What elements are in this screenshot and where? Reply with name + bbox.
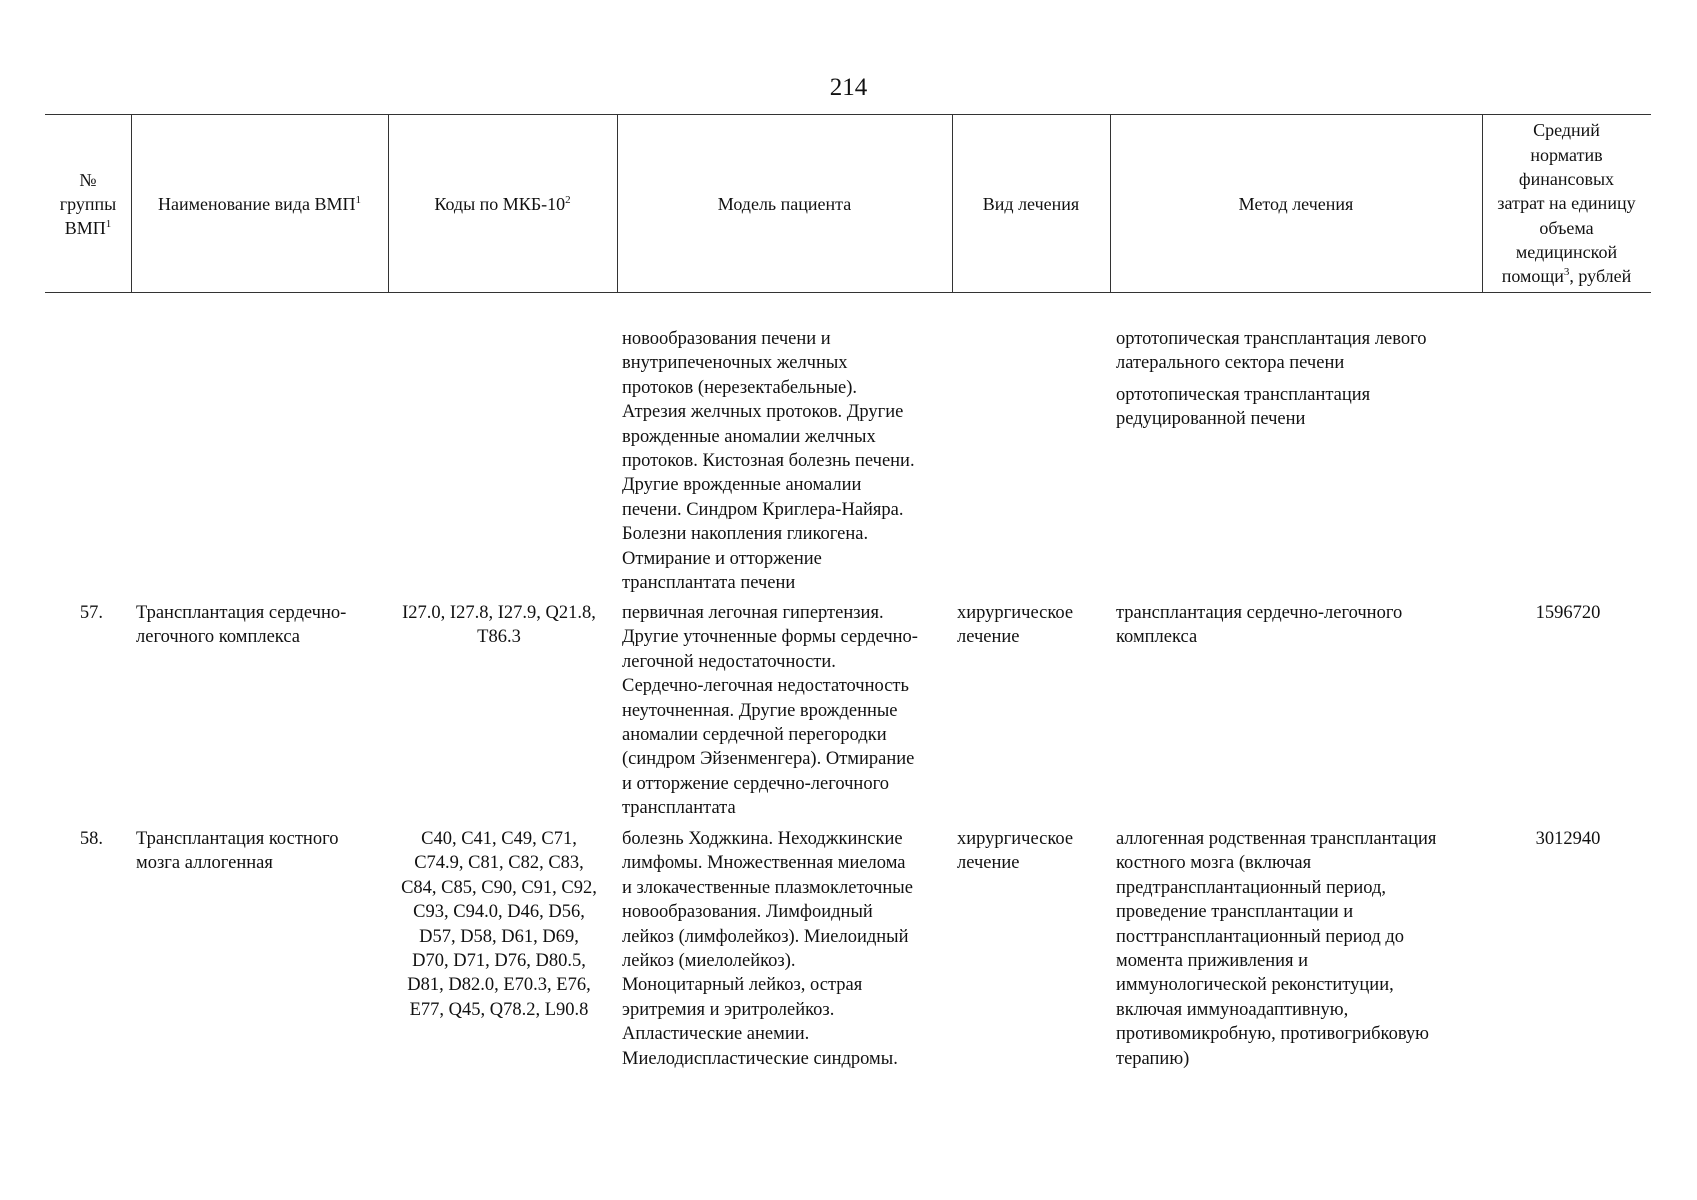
continuation-model: новообразования печени и внутрипеченочных желчных протоков (нерезектабельные). Атрезия желчных протоков. Другие врожденные аномалии желчных протоков. Кистозная болезнь печени. Другие врожденные аномалии печени. Синдром Криглера-Найяра. Болезни накопления гликогена. Отмирание и отторжение трансплантата печени [622, 329, 915, 594]
row-name: Трансплантация костного мозга аллогенная [136, 829, 339, 874]
row-model: болезнь Ходжкина. Неходжкинские лимфомы. Множественная миелома и злокачественные плазмоклеточные новообразования. Лимфоидный лейкоз (лимфолейкоз). Миелоидный лейкоз (миелолейкоз). Моноцитарный лейкоз, острая эритремия и эритролейкоз. Апластические анемии. Миелодиспластические синдромы. [622, 829, 913, 1069]
header-cost-unit: , рублей [1569, 266, 1632, 287]
footnote-mark: 2 [565, 193, 571, 206]
header-treatment-type-label: Вид лечения [982, 193, 1080, 214]
row-method: трансплантация сердечно-легочного комплекса [1116, 603, 1403, 648]
header-codes [388, 115, 617, 292]
header-name-label: Наименование вида ВМП [158, 193, 356, 214]
table-header [45, 114, 1651, 293]
row-number: 58. [79, 829, 103, 849]
row-model: первичная легочная гипертензия. Другие уточненные формы сердечно- легочной недостаточности. Сердечно-легочная недостаточность неуточненная. Другие врожденные аномалии сердечной перегородки (синдром Эйзенменгера). Отмирание и отторжение сердечно-легочного трансплантата [622, 603, 918, 819]
row-codes: C40, C41, C49, C71, C74.9, C81, C82, C83, C84, C85, C90, C91, C92, C93, C94.0, D46, D56, D57, D58, D61, D69, D70, D71, D76, D80.5, D81, D82.0, E70.3, E76, E77, Q45, Q78.2, L90.8 [401, 829, 597, 1020]
header-model-label: Модель пациента [717, 193, 852, 214]
header-group-label: № группы ВМП [59, 169, 117, 238]
row-method: аллогенная родственная трансплантация костного мозга (включая предтрансплантационный период, проведение трансплантации и посттрансплантационный период до момента приживления и иммунологической реконституции, включая иммуноадаптивную, противомикробную, противогрибковую терапию) [1116, 829, 1437, 1069]
row-codes: I27.0, I27.8, I27.9, Q21.8, T86.3 [402, 603, 596, 648]
continuation-method-1: ортотопическая трансплантация левого латерального сектора печени [1116, 329, 1427, 374]
row-cost: 1596720 [1535, 603, 1601, 623]
row-treatment-type: хирургическое лечение [957, 603, 1074, 648]
row-cost: 3012940 [1535, 829, 1601, 849]
header-treatment-type [952, 115, 1110, 292]
continuation-method-2: ортотопическая трансплантация редуцированной печени [1116, 385, 1371, 430]
footnote-mark: 3 [1563, 266, 1570, 279]
header-cost [1482, 115, 1651, 292]
row-name: Трансплантация сердечно- легочного комплекса [136, 603, 347, 648]
header-method-label: Метод лечения [1238, 193, 1354, 214]
header-name [131, 115, 388, 292]
header-codes-label: Коды по МКБ-10 [434, 193, 566, 214]
row-number: 57. [79, 603, 103, 623]
footnote-mark: 1 [355, 193, 361, 206]
header-model [617, 115, 952, 292]
row-treatment-type: хирургическое лечение [957, 829, 1074, 874]
header-method [1110, 115, 1482, 292]
footnote-mark: 1 [105, 217, 112, 230]
header-group [45, 115, 131, 292]
page-number: 214 [829, 74, 868, 101]
header-cost-label: Средний норматив финансовых затрат на единицу объема медицинской помощи [1497, 120, 1636, 287]
